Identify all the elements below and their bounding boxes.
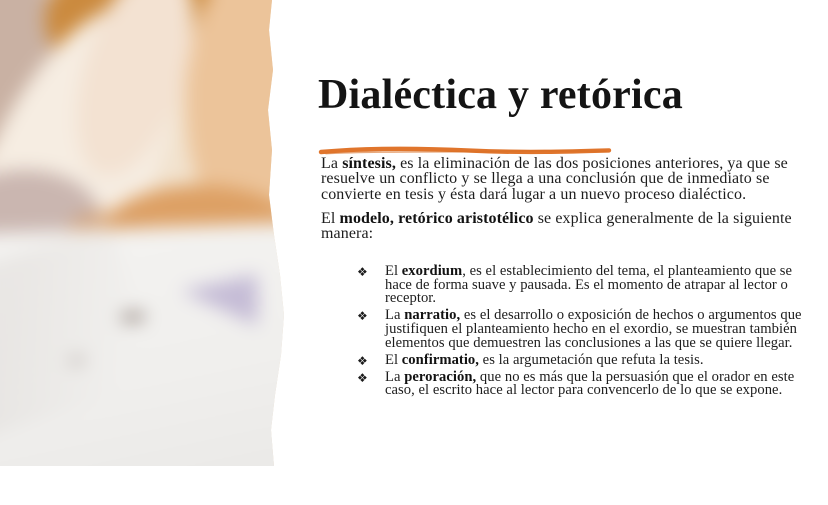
bullet-rest: , es el establecimiento del tema, el planteamiento que se hace de forma suave y pausada. Es el momento de atrapar al lector o receptor.: [385, 262, 793, 307]
bullet-text: [385, 309, 812, 350]
bullet-rest: es la argumetación que refuta la tesis.: [478, 351, 704, 368]
photo-blur-layer: [0, 0, 320, 496]
bullet-lead: La: [385, 307, 405, 324]
paragraph-lead: El: [321, 209, 340, 227]
bullet-text: [385, 351, 812, 368]
bullet-bold-term: exordium: [401, 262, 463, 279]
paragraph-rest: se explica generalmente de la siguiente manera:: [321, 209, 792, 243]
bullet-item-narratio: [318, 309, 818, 350]
slide-content: [316, 0, 828, 466]
bullet-bold-term: narratio,: [404, 307, 461, 324]
paragraph-bold-term: síntesis,: [342, 154, 396, 172]
diamond-bullet-icon: ❖: [357, 353, 368, 368]
bullet-text: [385, 368, 812, 399]
decorative-photo: [0, 0, 290, 466]
bullet-lead: La: [385, 368, 405, 385]
paragraph-rest: es la eliminación de las dos posiciones anteriores, ya que se resuelve un conflicto y se llega a una conclusión que de inmediato se convierte en tesis y ésta dará lugar a un nuevo proceso dialéctico.: [321, 154, 788, 204]
paragraph-bold-term: modelo, retórico aristotélico: [339, 209, 534, 227]
slide-title: Dialéctica y retórica: [318, 72, 683, 118]
bullet-bold-term: confirmatio,: [401, 351, 479, 368]
bullet-text: [385, 262, 812, 307]
bullet-lead: El: [385, 351, 402, 368]
bullet-rest: es el desarrollo o exposición de hechos o argumentos que justifiquen el planteamiento hecho en el exordio, se muestran también elementos que demuestren las conclusiones a las que se quiere llegar.: [385, 307, 802, 351]
bullet-rest: que no es más que la persuasión que el orador en este caso, el escrito hace al lector para convencerlo de lo que se expone.: [385, 368, 795, 399]
bullet-lead: El: [385, 262, 402, 279]
bullet-list: [318, 262, 818, 399]
diamond-bullet-icon: ❖: [357, 309, 368, 324]
bullet-item-exordium: [318, 262, 818, 307]
paragraph-modelo: [321, 211, 818, 242]
paragraph-sintesis: [321, 156, 818, 203]
paragraph-lead: La: [321, 154, 343, 172]
bullet-bold-term: peroración,: [404, 368, 477, 385]
bullet-item-confirmatio: [318, 351, 818, 368]
diamond-bullet-icon: ❖: [357, 264, 368, 279]
diamond-bullet-icon: ❖: [357, 370, 368, 385]
bullet-item-peroracion: [318, 368, 818, 399]
